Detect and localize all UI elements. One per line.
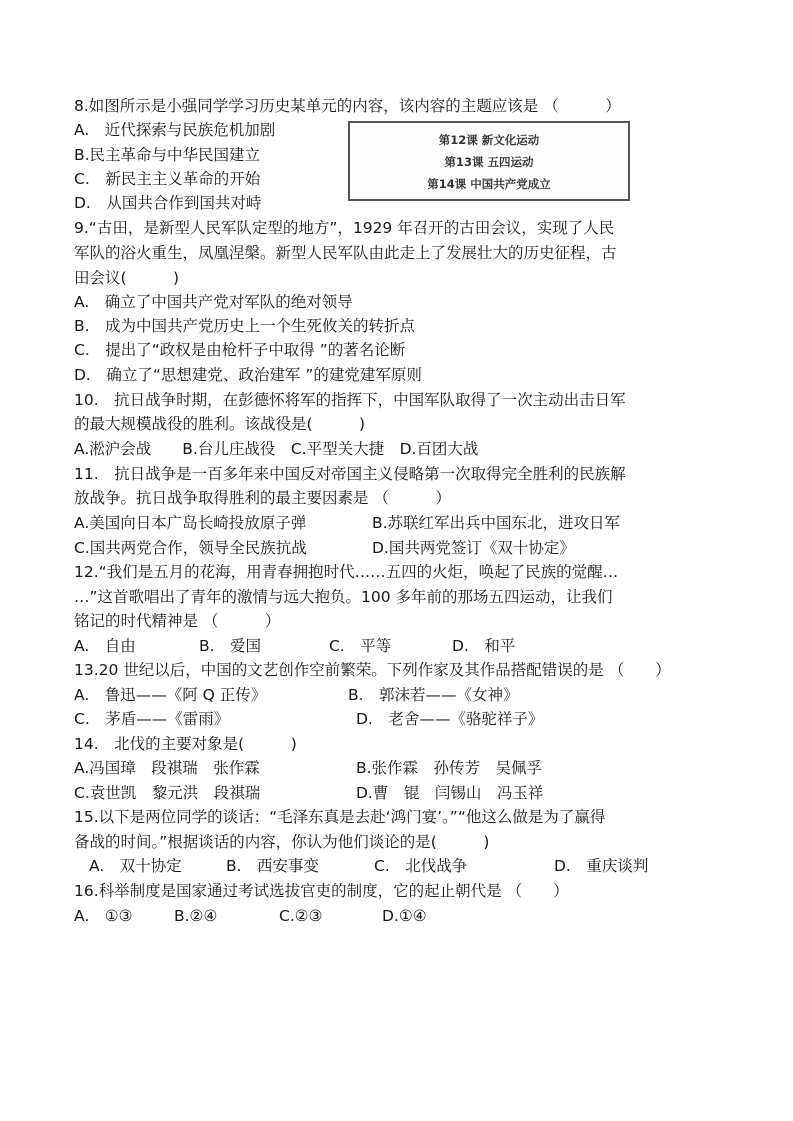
q13-option-c: C. 茅盾——《雷雨》 bbox=[74, 710, 230, 728]
q11-option-b: B.苏联红军出兵中国东北，进攻日军 bbox=[372, 514, 621, 532]
q16-option-d: D.①④ bbox=[382, 907, 427, 925]
q11-option-d: D.国共两党签订《双十协定》 bbox=[372, 539, 575, 557]
q9-stem-line-3: 田会议( ) bbox=[74, 269, 180, 287]
q16-option-c: C.②③ bbox=[279, 907, 323, 925]
q13-option-d: D. 老舍——《骆驼祥子》 bbox=[356, 710, 544, 728]
q14-option-a: A.冯国璋 段祺瑞 张作霖 bbox=[74, 759, 260, 777]
q14-option-b: B.张作霖 孙传芳 吴佩孚 bbox=[356, 759, 543, 777]
q16-option-a: A. ①③ bbox=[74, 907, 133, 925]
q12-option-b: B. 爱国 bbox=[199, 637, 262, 655]
q11-option-a: A.美国向日本广岛长崎投放原子弹 bbox=[74, 514, 307, 532]
q8-option-a: A. 近代探索与民族危机加剧 bbox=[74, 121, 276, 139]
q11-stem-line-1: 11. 抗日战争是一百多年来中国反对帝国主义侵略第一次取得完全胜利的民族解 bbox=[74, 465, 626, 483]
q11-option-c: C.国共两党合作，领导全民族抗战 bbox=[74, 539, 307, 557]
q13-option-b: B. 郭沫若——《女神》 bbox=[348, 686, 519, 704]
q15-option-b: B. 西安事变 bbox=[226, 857, 320, 875]
q12-stem-line-1: 12.“我们是五月的花海，用青春拥抱时代……五四的火炬，唤起了民族的觉醒… bbox=[74, 563, 619, 581]
q8-figure-line-3: 第14课 中国共产党成立 bbox=[427, 177, 551, 191]
q9-stem-line-1: 9.“古田，是新型人民军队定型的地方”，1929 年召开的古田会议，实现了人民 bbox=[74, 219, 615, 237]
q13-option-a: A. 鲁迅——《阿 Q 正传》 bbox=[74, 686, 267, 704]
q10-stem-line-1: 10. 抗日战争时期，在彭德怀将军的指挥下，中国军队取得了一次主动出击日军 bbox=[74, 391, 626, 409]
q16-option-b: B.②④ bbox=[174, 907, 218, 925]
q8-stem: 8.如图所示是小强同学学习历史某单元的内容，该内容的主题应该是 （ ） bbox=[74, 97, 621, 115]
q9-option-b: B. 成为中国共产党历史上一个生死攸关的转折点 bbox=[74, 317, 416, 335]
q8-option-b: B.民主革命与中华民国建立 bbox=[74, 146, 261, 164]
q9-option-c: C. 提出了“政权是由枪杆子中取得 ”的著名论断 bbox=[74, 341, 406, 359]
q9-stem-line-2: 军队的浴火重生，凤凰涅槃。新型人民军队由此走上了发展壮大的历史征程，古 bbox=[74, 244, 617, 262]
q8-figure-box bbox=[348, 121, 630, 201]
q12-option-c: C. 平等 bbox=[329, 637, 392, 655]
q15-option-d: D. 重庆谈判 bbox=[554, 857, 649, 875]
q10-stem-line-2: 的最大规模战役的胜利。该战役是( ) bbox=[74, 415, 366, 433]
q15-option-a: A. 双十协定 bbox=[89, 857, 182, 875]
q8-option-d: D. 从国共合作到国共对峙 bbox=[74, 194, 262, 212]
q8-option-c: C. 新民主主义革命的开始 bbox=[74, 170, 261, 188]
q13-stem: 13.20 世纪以后，中国的文艺创作空前繁荣。下列作家及其作品搭配错误的是 （ ） bbox=[74, 661, 671, 679]
q10-options: A.淞沪会战 B.台儿庄战役 C.平型关大捷 D.百团大战 bbox=[74, 440, 479, 458]
q12-option-d: D. 和平 bbox=[452, 637, 516, 655]
q12-option-a: A. 自由 bbox=[74, 637, 136, 655]
q9-option-d: D. 确立了“思想建党、政治建军 ”的建党建军原则 bbox=[74, 366, 422, 384]
q15-stem-line-2: 备战的时间。”根据谈话的内容，你认为他们谈论的是( ) bbox=[74, 833, 490, 851]
q12-stem-line-3: 铭记的时代精神是 （ ） bbox=[74, 612, 281, 630]
q8-figure-line-1: 第12课 新文化运动 bbox=[438, 133, 540, 147]
q12-stem-line-2: …”这首歌唱出了青年的激情与远大抱负。100 多年前的那场五四运动，让我们 bbox=[74, 588, 613, 606]
q14-option-d: D.曹 锟 闫锡山 冯玉祥 bbox=[356, 784, 544, 802]
q9-option-a: A. 确立了中国共产党对军队的绝对领导 bbox=[74, 293, 353, 311]
q14-stem: 14. 北伐的主要对象是( ) bbox=[74, 735, 297, 753]
q15-option-c: C. 北伐战争 bbox=[374, 857, 468, 875]
q8-figure-line-2: 第13课 五四运动 bbox=[444, 155, 534, 169]
q14-option-c: C.袁世凯 黎元洪 段祺瑞 bbox=[74, 784, 261, 802]
q15-stem-line-1: 15.以下是两位同学的谈话：“毛泽东真是去赴‘鸿门宴’。”“他这么做是为了赢得 bbox=[74, 808, 606, 826]
q16-stem: 16.科举制度是国家通过考试选拔官吏的制度，它的起止朝代是 （ ） bbox=[74, 882, 569, 900]
q11-stem-line-2: 放战争。抗日战争取得胜利的最主要因素是 （ ） bbox=[74, 489, 451, 507]
